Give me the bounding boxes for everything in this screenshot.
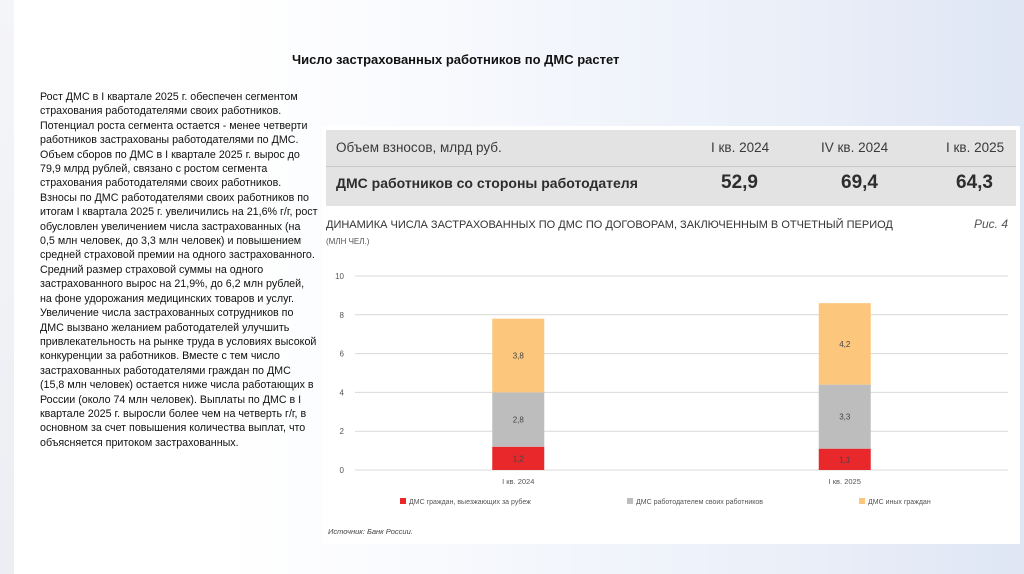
legend-swatch xyxy=(627,498,633,504)
legend-entry: ДМС работодателем своих работников xyxy=(636,499,763,506)
y-tick-label: 2 xyxy=(339,427,344,437)
data-label: 4,2 xyxy=(839,339,851,349)
legend-entry: ДМС иных граждан xyxy=(868,499,931,506)
table-row xyxy=(326,167,1016,206)
paragraph-4: Средний размер страховой суммы на одного застрахованного вырос на 21,9%, до 6,2 млн рублей, на фоне удорожания медицинских товаров и услуг. Увеличение числа застрахованных сотрудников по ДМС вызвано желанием работодателей улучшить привлекательность на рынке труда в условиях высокой конкуренции за работников. Вместе с тем число застрахованных работодателями граждан по ДМС (15,8 млн человек) остается ниже числа работающих в России (около 74 млн человек). Выплаты по ДМС в I квартале 2025 г. выросли более чем на четверть г/г, в основном за счет повышения количества выплат, что объясняется притоком застрахованных. xyxy=(40,263,317,449)
slide-left-strip xyxy=(0,0,14,574)
body-text xyxy=(40,90,318,450)
data-label: 1,1 xyxy=(839,455,851,465)
paragraph-3: Взносы по ДМС работодателями своих работников по итогам I квартала 2025 г. увеличились на 21,6% г/г, рост обусловлен увеличением числа застрахованных (на 0,5 млн человек, до 3,3 млн человек) и повышением средней страховой премии на одного застрахованного. xyxy=(40,191,318,262)
slide-title: Число застрахованных работников по ДМС растет xyxy=(292,52,620,67)
table-value-q1-2024: 52,9 xyxy=(721,172,758,193)
paragraph-1: Рост ДМС в I квартале 2025 г. обеспечен сегментом страхования работодателями своих работников. xyxy=(40,91,298,118)
data-label: 2,8 xyxy=(512,415,524,425)
x-tick-label: I кв. 2024 xyxy=(502,477,535,486)
data-label: 1,2 xyxy=(512,454,524,464)
table-header-q4-2024: IV кв. 2024 xyxy=(821,140,889,155)
chart-title: ДИНАМИКА ЧИСЛА ЗАСТРАХОВАННЫХ ПО ДМС ПО ДОГОВОРАМ, ЗАКЛЮЧЕННЫМ В ОТЧЕТНЫЙ ПЕРИОД xyxy=(326,219,893,231)
table-header-row xyxy=(326,130,1016,167)
y-tick-label: 6 xyxy=(339,349,344,359)
source-note: Источник: Банк России. xyxy=(328,527,413,536)
x-tick-label: I кв. 2025 xyxy=(828,477,861,486)
table-row-label: ДМС работников со стороны работодателя xyxy=(336,175,638,191)
legend-swatch xyxy=(400,498,406,504)
legend-swatch xyxy=(859,498,865,504)
chart-unit: (МЛН ЧЕЛ.) xyxy=(326,237,370,246)
y-tick-label: 4 xyxy=(339,388,344,398)
y-tick-label: 0 xyxy=(339,466,344,475)
data-label: 3,8 xyxy=(512,351,524,361)
table-header-label: Объем взносов, млрд руб. xyxy=(336,140,502,155)
paragraph-2: Потенциал роста сегмента остается - менее четверти работников застрахованы работодателями по ДМС. Объем сборов по ДМС в I квартале 2025 г. вырос до 79,9 млрд рублей, связано с ростом сегмента страхования работодателями своих работников. xyxy=(40,119,308,190)
figure-label: Рис. 4 xyxy=(973,217,1008,231)
y-tick-label: 10 xyxy=(335,272,344,281)
legend-entry: ДМС граждан, выезжающих за рубеж xyxy=(409,499,531,506)
stacked-bar-chart xyxy=(322,266,1020,521)
premiums-table xyxy=(326,130,1016,206)
figure-panel xyxy=(322,126,1020,544)
table-value-q4-2024: 69,4 xyxy=(841,172,878,193)
table-value-q1-2025: 64,3 xyxy=(956,172,993,193)
table-header-q1-2025: I кв. 2025 xyxy=(946,140,1005,155)
y-tick-label: 8 xyxy=(339,310,344,320)
table-header-q1-2024: I кв. 2024 xyxy=(711,140,770,155)
data-label: 3,3 xyxy=(839,412,851,422)
